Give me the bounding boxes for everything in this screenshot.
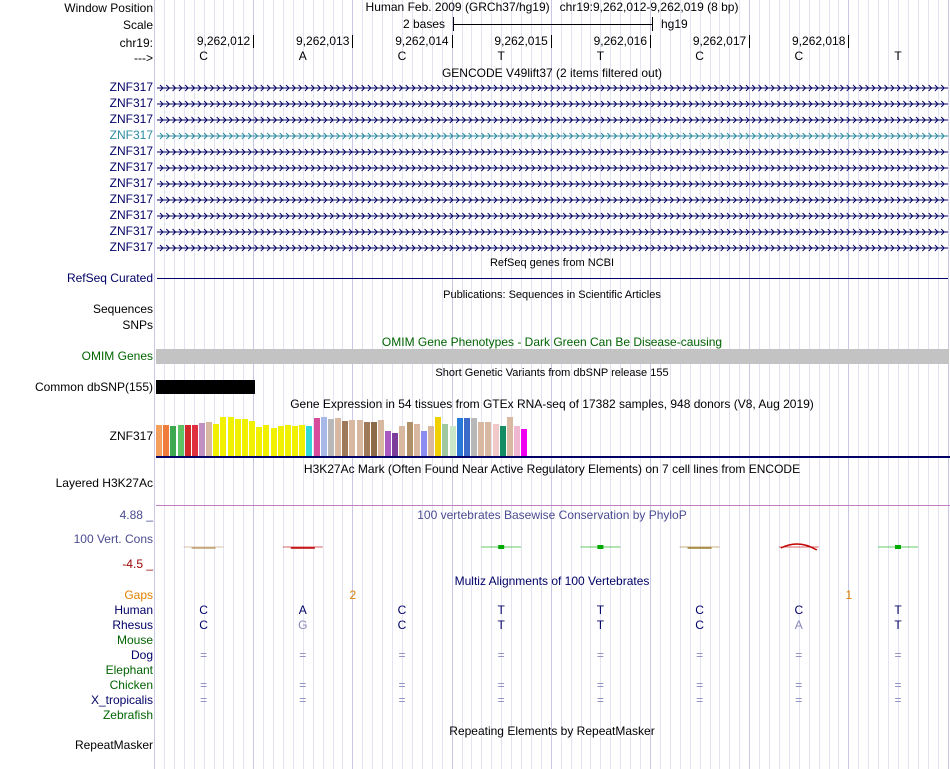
gencode-gene-label[interactable]: ZNF317 [109, 96, 153, 110]
conservation-score[interactable] [283, 547, 323, 548]
dbsnp-title[interactable]: Short Genetic Variants from dbSNP release 155 [435, 367, 669, 379]
gencode-title[interactable]: GENCODE V49lift37 (2 items filtered out) [441, 66, 663, 80]
gene-model-line[interactable] [157, 133, 948, 139]
gap-count: 2 [349, 588, 357, 602]
coordinate-label: 9,262,018 [792, 34, 846, 48]
species-label[interactable]: Mouse [116, 633, 153, 647]
sequence-base: T [596, 49, 605, 63]
alignment-base: A [298, 603, 307, 617]
gene-model-line[interactable] [157, 85, 948, 91]
snps-label[interactable]: SNPs [122, 318, 153, 332]
conservation-title[interactable]: 100 vertebrates Basewise Conservation by PhyloP [417, 508, 687, 522]
sequence-base: T [497, 49, 505, 63]
gap-count: 1 [845, 588, 853, 602]
alignment-base: = [795, 693, 803, 707]
conservation-min: -4.5 _ [122, 557, 153, 571]
alignment-base: = [894, 678, 902, 692]
h3k27ac-label[interactable]: Layered H3K27Ac [55, 476, 153, 490]
h3k27ac-title[interactable]: H3K27Ac Mark (Often Found Near Active Regulatory Elements) on 7 cell lines from ENCODE [303, 462, 801, 476]
dbsnp-label[interactable]: Common dbSNP(155) [34, 380, 153, 394]
gene-model-line[interactable] [157, 213, 948, 219]
gencode-gene-label[interactable]: ZNF317 [109, 240, 153, 254]
gencode-gene-label[interactable]: ZNF317 [109, 128, 153, 142]
sequence-base: C [397, 49, 407, 63]
sequence-base: C [695, 49, 704, 63]
alignment-base: = [497, 648, 505, 662]
alignment-base: C [199, 603, 208, 617]
conservation-score[interactable] [779, 544, 819, 550]
alignment-base: T [497, 603, 505, 617]
sequence-base: C [794, 49, 804, 63]
omim-label[interactable]: OMIM Genes [81, 349, 153, 363]
alignment-base: T [497, 618, 505, 632]
alignment-base: = [696, 678, 704, 692]
gencode-gene-label[interactable]: ZNF317 [109, 192, 153, 206]
scale-text: 2 bases [403, 17, 446, 31]
alignment-base: T [596, 618, 605, 632]
alignment-base: C [397, 618, 407, 632]
alignment-base: C [695, 618, 704, 632]
refseq-title[interactable]: RefSeq genes from NCBI [489, 257, 615, 269]
alignment-base: = [299, 693, 307, 707]
alignment-base: = [299, 678, 307, 692]
species-label[interactable]: Rhesus [112, 618, 153, 632]
gencode-gene-label[interactable]: ZNF317 [109, 208, 153, 222]
alignment-base: A [794, 618, 803, 632]
alignment-base: = [696, 648, 704, 662]
conservation-score[interactable] [184, 547, 224, 548]
alignment-base: T [894, 603, 902, 617]
gencode-gene-label[interactable]: ZNF317 [109, 112, 153, 126]
alignment-base: G [298, 618, 308, 632]
conservation-score[interactable] [878, 545, 918, 549]
publications-title[interactable]: Publications: Sequences in Scientific Articles [443, 289, 661, 301]
species-label[interactable]: Dog [130, 648, 153, 662]
species-label[interactable]: X_tropicalis [90, 693, 153, 707]
repeatmasker-title[interactable]: Repeating Elements by RepeatMasker [449, 724, 655, 738]
gene-model-line[interactable] [157, 181, 948, 187]
gaps-label[interactable]: Gaps [124, 588, 153, 602]
conservation-label[interactable]: 100 Vert. Cons [73, 532, 153, 546]
species-label[interactable]: Zebrafish [102, 708, 153, 722]
gencode-gene-label[interactable]: ZNF317 [109, 160, 153, 174]
alignment-base: = [596, 693, 604, 707]
alignment-base: = [398, 678, 406, 692]
gtex-label[interactable]: ZNF317 [109, 429, 153, 443]
alignment-base: C [199, 618, 208, 632]
conservation-score[interactable] [481, 545, 521, 549]
coordinate-label: 9,262,014 [395, 34, 449, 48]
alignment-base: = [398, 693, 406, 707]
gene-model-line[interactable] [157, 149, 948, 155]
gencode-gene-label[interactable]: ZNF317 [109, 80, 153, 94]
species-label[interactable]: Human [114, 603, 153, 617]
alignment-base: = [497, 693, 505, 707]
gtex-title[interactable]: Gene Expression in 54 tissues from GTEx RNA-seq of 17382 samples, 948 donors (V8, Aug 2019) [290, 397, 814, 411]
conservation-score[interactable] [680, 547, 720, 548]
coordinate-label: 9,262,013 [296, 34, 350, 48]
coordinate-label: 9,262,012 [196, 34, 251, 48]
sequence-base: C [199, 49, 208, 63]
gencode-gene-label[interactable]: ZNF317 [109, 224, 153, 238]
gene-model-line[interactable] [157, 117, 948, 123]
alignment-base: = [497, 678, 505, 692]
alignment-base: C [695, 603, 704, 617]
multiz-title[interactable]: Multiz Alignments of 100 Vertebrates [454, 574, 650, 588]
coordinate-label: 9,262,016 [593, 34, 647, 48]
alignment-base: C [397, 603, 407, 617]
alignment-base: = [398, 648, 406, 662]
alignment-base: = [299, 648, 307, 662]
alignment-base: = [596, 648, 604, 662]
alignment-base: = [596, 678, 604, 692]
omim-title[interactable]: OMIM Gene Phenotypes - Dark Green Can Be Disease-causing [381, 335, 723, 349]
sequences-label[interactable]: Sequences [92, 302, 153, 316]
alignment-base: = [795, 648, 803, 662]
species-label[interactable]: Elephant [105, 663, 153, 677]
alignment-base: = [200, 693, 208, 707]
sequence-base: T [894, 49, 902, 63]
sequence-base: A [298, 49, 307, 63]
coordinate-label: 9,262,015 [494, 34, 548, 48]
alignment-base: = [894, 648, 902, 662]
alignment-base: T [596, 603, 605, 617]
alignment-base: = [696, 693, 704, 707]
gene-model-line[interactable] [157, 101, 948, 107]
conservation-score[interactable] [580, 545, 620, 549]
gencode-gene-label[interactable]: ZNF317 [109, 144, 153, 158]
alignment-base: C [794, 603, 804, 617]
window-position-value: Human Feb. 2009 (GRCh37/hg19) chr19:9,262,012-9,262,019 (8 bp) [365, 0, 739, 14]
gencode-gene-label[interactable]: ZNF317 [109, 176, 153, 190]
scale-label: Scale [122, 18, 153, 32]
species-label[interactable]: Chicken [109, 678, 153, 692]
coordinate-label: 9,262,017 [692, 34, 747, 48]
alignment-base: T [894, 618, 902, 632]
assembly-label: hg19 [661, 17, 688, 31]
alignment-base: = [894, 693, 902, 707]
gene-model-line[interactable] [157, 245, 948, 251]
alignment-base: = [795, 678, 803, 692]
gene-model-line[interactable] [157, 229, 948, 235]
repeatmasker-label[interactable]: RepeatMasker [74, 738, 153, 752]
alignment-base: = [200, 678, 208, 692]
strand-label: ---> [134, 51, 153, 65]
conservation-max: 4.88 _ [119, 508, 153, 522]
gene-model-line[interactable] [157, 165, 948, 171]
gene-model-line[interactable] [157, 197, 948, 203]
refseq-label[interactable]: RefSeq Curated [66, 271, 153, 285]
alignment-base: = [200, 648, 208, 662]
chrom-label: chr19: [119, 36, 153, 50]
window-position-label: Window Position [64, 1, 153, 15]
